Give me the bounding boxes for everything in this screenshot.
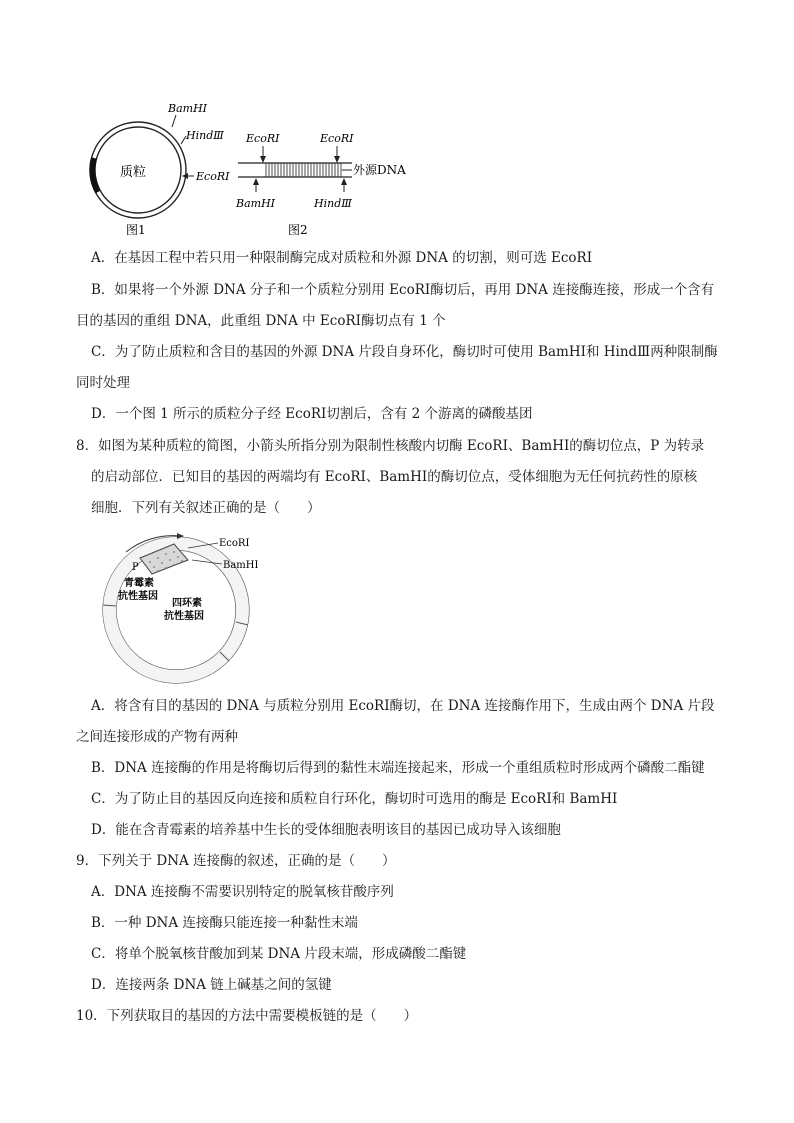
- fig2-hindiii-label: HindⅢ: [314, 197, 352, 210]
- plasmid-label: 质粒: [120, 165, 147, 180]
- q7-option-b-line1: B．如果将一个外源 DNA 分子和一个质粒分别用 EcoRⅠ酶切后，再用 DNA 连接酶连接，形成一个含有: [91, 282, 715, 298]
- promoter-p-label: P: [132, 562, 139, 573]
- q8-option-d: D．能在含青霉素的培养基中生长的受体细胞表明该目的基因已成功导入该细胞: [91, 822, 561, 838]
- ampicillin-resistance-label-1: 青霉素: [124, 578, 154, 589]
- figure-plasmid-and-foreign-dna: [80, 92, 440, 242]
- fig1-hindiii-label: HindⅢ: [186, 129, 224, 142]
- fig1-bamhi-label: BamHⅠ: [168, 102, 208, 115]
- q7-option-c-line2: 同时处理: [76, 375, 130, 391]
- fig2-dna-label: 外源DNA: [353, 163, 406, 177]
- q7-option-a: A．在基因工程中若只用一种限制酶完成对质粒和外源 DNA 的切割，则可选 EcoRⅠ: [91, 250, 593, 266]
- q8-stem-line1: 8．如图为某种质粒的简图，小箭头所指分别为限制性核酸内切酶 EcoRⅠ、BamHⅠ的酶切位点，P 为转录: [76, 438, 705, 454]
- q8-option-a-line2: 之间连接形成的产物有两种: [76, 729, 238, 745]
- bamhi-site-label: BamHⅠ: [223, 560, 259, 571]
- plasmid-gene-segment: [92, 158, 98, 192]
- q9-option-c: C．将单个脱氧核苷酸加到某 DNA 片段末端，形成磷酸二酯键: [91, 946, 467, 962]
- dna-hatched-region: [266, 163, 341, 177]
- q9-option-d: D．连接两条 DNA 链上碱基之间的氢键: [91, 977, 332, 993]
- q7-option-c-line1: C．为了防止质粒和含目的基因的外源 DNA 片段自身环化，酶切时可使用 BamHⅠ和 HindⅢ两种限制酶: [91, 344, 718, 360]
- q9-stem: 9．下列关于 DNA 连接酶的叙述，正确的是（ ）: [76, 853, 396, 869]
- q7-option-b-line2: 目的基因的重组 DNA，此重组 DNA 中 EcoRⅠ酶切点有 1 个: [76, 313, 446, 329]
- tetracycline-resistance-label-1: 四环素: [172, 598, 202, 609]
- ecori-site-label: EcoRⅠ: [219, 538, 250, 549]
- fig2-caption: 图2: [288, 223, 308, 237]
- q10-stem: 10．下列获取目的基因的方法中需要模板链的是（ ）: [76, 1008, 418, 1024]
- q8-option-b: B．DNA 连接酶的作用是将酶切后得到的黏性末端连接起来，形成一个重组质粒时形成两个磷酸二酯键: [91, 760, 705, 776]
- q8-option-a-line1: A．将含有目的基因的 DNA 与质粒分别用 EcoRⅠ酶切，在 DNA 连接酶作用下，生成由两个 DNA 片段: [91, 698, 715, 714]
- fig2-ecori-right-label: EcoRⅠ: [320, 132, 354, 145]
- q9-option-b: B．一种 DNA 连接酶只能连接一种黏性末端: [91, 915, 358, 931]
- q9-option-a: A．DNA 连接酶不需要识别特定的脱氧核苷酸序列: [91, 884, 394, 900]
- fig2-ecori-left-label: EcoRⅠ: [246, 132, 280, 145]
- fig1-caption: 图1: [126, 223, 146, 237]
- tetracycline-resistance-label-2: 抗性基因: [164, 611, 204, 622]
- q8-stem-line2: 的启动部位．已知目的基因的两端均有 EcoRⅠ、BamHⅠ的酶切位点，受体细胞为无任何抗药性的原核: [91, 469, 698, 485]
- ampicillin-resistance-label-2: 抗性基因: [118, 591, 158, 602]
- figure-plasmid-resistance: [88, 530, 298, 690]
- fig2-bamhi-label: BamHⅠ: [236, 197, 276, 210]
- q8-option-c: C．为了防止目的基因反向连接和质粒自行环化，酶切时可选用的酶是 EcoRⅠ和 BamHⅠ: [91, 791, 618, 807]
- fig1-ecori-label: EcoRⅠ: [196, 170, 230, 183]
- q7-option-d: D．一个图 1 所示的质粒分子经 EcoRⅠ切割后，含有 2 个游离的磷酸基团: [91, 406, 533, 422]
- q8-stem-line3: 细胞．下列有关叙述正确的是（ ）: [91, 500, 321, 516]
